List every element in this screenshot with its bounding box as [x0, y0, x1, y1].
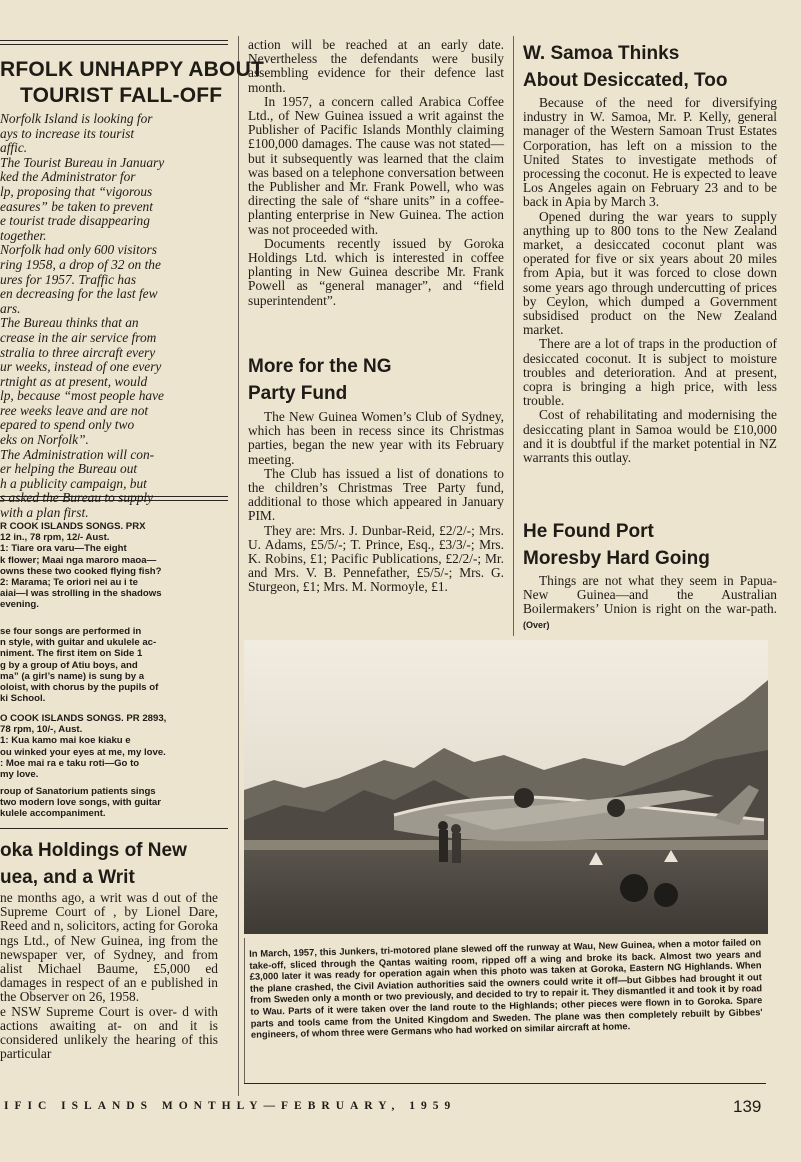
norfolk-intro-line: affic. — [0, 140, 28, 156]
page-number: 139 — [733, 1097, 762, 1116]
headline-samoa — [523, 40, 779, 94]
norfolk-intro-line: ays to increase its tourist — [0, 125, 135, 141]
samoa-paragraph-4: Cost of rehabilitating and modernising the desiccating plant in Samoa would be £10,000 and it is doubtful if the market potential in NZ warrants this outlay. — [523, 407, 777, 466]
party-fund-body — [248, 410, 504, 595]
junkers-plane-photo — [244, 640, 768, 934]
records-bottom-rule — [0, 828, 228, 829]
records-list-1-line: 2: Marama; Te oriori nei au i te — [0, 577, 138, 589]
norfolk-intro-line: The Tourist Bureau in January — [0, 154, 165, 170]
records-note-2-line: kulele accompaniment. — [0, 808, 106, 820]
headline-moresby-line2: Moresby Hard Going — [523, 548, 710, 569]
caption-border-left — [244, 938, 245, 1083]
norfolk-intro-line: stralia to three aircraft every — [0, 344, 156, 360]
norfolk-intro-line: epared to spend only two — [0, 417, 135, 433]
records-note-1-line: g by a group of Atiu boys, and — [0, 659, 138, 671]
records-note-1 — [0, 626, 228, 704]
magazine-footer — [0, 1100, 801, 1112]
photo-caption: In March, 1957, this Junkers, tri-motored plane slewed off the runway at Wau, New Guinea, when a motor failed on take-off, sliced through the Qantas waiting room, ripped off a wing and broke its back. Almost two years and £3,000 later it was ready for operation again when this photo was taken at Goroka, Eastern NG Highlands. When the plane crashed, the Civil Aviation authorities said the owners could write it off—but Gibbes had brought it out from Sweden only a month or two previously, and decided to try to repair it. They dismantled it and took it by road to Wau. Parts of it were taken over the land route to the Highlands; other pieces were flown in to Goroka. Spare parts and tools came from the United Kingdom and Sweden. The plane was then completely rebuilt by Gibbes' engineers, of whom three were Germans who had worked on similar aircraft at home. — [249, 936, 763, 1040]
records-note-2-line: roup of Sanatorium patients sings — [0, 786, 156, 797]
norfolk-intro-line: Norfolk had only 600 visitors — [0, 242, 157, 258]
norfolk-intro-line: ur weeks, instead of one every — [0, 359, 162, 375]
records-list-2-line: O COOK ISLANDS SONGS. PR 2893, — [0, 713, 167, 724]
samoa-body — [523, 96, 777, 465]
footer-title: IFIC ISLANDS MONTHLY—FEBRUARY, 1959 — [4, 1100, 457, 1112]
records-list-2-line: : Moe mai ra e taku roti—Go to — [0, 757, 140, 769]
column-divider-left — [238, 36, 239, 1096]
top-rule-left-2 — [0, 44, 228, 45]
records-list-2-line: my love. — [0, 769, 39, 781]
writ-continuation — [248, 38, 504, 308]
headline-party-fund-line1: More for the NG — [248, 356, 392, 377]
headline-norfolk-line1: RFOLK UNHAPPY ABOUT — [0, 58, 264, 81]
norfolk-intro-line: The Bureau thinks that an — [0, 315, 139, 331]
moresby-body — [523, 574, 777, 632]
top-rule-left — [0, 40, 228, 41]
records-note-2-line: two modern love songs, with guitar — [0, 797, 161, 809]
moresby-paragraph-1 — [523, 574, 777, 632]
records-list-1-line: 12 in., 78 rpm, 12/- Aust. — [0, 532, 110, 544]
norfolk-intro-line: together. — [0, 227, 47, 243]
norfolk-intro-line: ked the Administrator for — [0, 169, 136, 185]
records-list-1-line: k flower; Maai nga maroro maoa— — [0, 554, 157, 566]
headline-goroka-line2: uea, and a Writ — [0, 867, 135, 888]
norfolk-intro-line: lp, proposing that “vigorous — [0, 183, 153, 199]
samoa-paragraph-1: Because of the need for diversifying industry in W. Samoa, Mr. P. Kelly, general manager of the Western Samoan Trust Estates Corporation, has left on a mission to the United States to investigate methods of processing the coconut. He is expected to leave Los Angeles again on February 23 and to be back in Apia by March 3. — [523, 95, 777, 210]
records-note-1-line: oloist, with chorus by the pupils of — [0, 682, 159, 694]
headline-samoa-line1: W. Samoa Thinks — [523, 43, 680, 64]
norfolk-intro-line: ree weeks leave and are not — [0, 402, 149, 418]
norfolk-intro-line: h a publicity campaign, but — [0, 475, 147, 491]
norfolk-intro-line: en decreasing for the last few — [0, 286, 158, 302]
party-fund-paragraph-2: The Club has issued a list of donations to the children’s Christmas Tree Party fund, additional to those which appeared in January PIM. — [248, 465, 504, 524]
records-list-1-line: 1: Tiare ora varu—The eight — [0, 543, 127, 555]
goroka-paragraph-1: ne months ago, a writ was d out of the Supreme Court of , by Lionel Dare, Reed and n, solicitors, acting for Goroka ngs Ltd., of New Guinea, ing from the newspaper ver, of Sydney, and from alist Michael Baume, £5,000 ed damages in respect of an e published in the Observer on 26, 1958. — [0, 890, 218, 1005]
records-note-1-line: n style, with guitar and ukulele ac- — [0, 637, 157, 649]
party-fund-paragraph-3: They are: Mrs. J. Dunbar-Reid, £2/2/-; Mrs. U. Adams, £5/5/-; T. Prince, Esq., £3/3/-; Mrs. K. Robins, £1; Pacific Publications, £2/2/-; Mr. and Mrs. V. B. Pennefather, £5/5/-; Mrs. G. Sturgeon, £1; Mrs. M. Normoyle, £1. — [248, 522, 504, 595]
norfolk-intro-line: er helping the Bureau out — [0, 461, 138, 477]
norfolk-intro-line: ars. — [0, 300, 21, 316]
norfolk-intro-line: ures for 1957. Traffic has — [0, 271, 137, 287]
records-note-1-line: ki School. — [0, 693, 46, 705]
col2-paragraph-2: In 1957, a concern called Arabica Coffee Ltd., of New Guinea issued a writ against the Publisher of Pacific Islands Monthly claiming £100,000 damages. The cause was not stated—but it subsequently was learned that the claim was based on a telephone conversation between the Publisher and Mr. Frank Powell, who was directing the sale of “share units” in a coffee-planting enterprise in New Guinea. The action was not proceeded with. — [248, 93, 504, 237]
col2-paragraph-3: Documents recently issued by Goroka Holdings Ltd. which is interested in coffee planting in New Guinea describe Mr. Frank Powell as “general manager”, and “field superintendent”. — [248, 235, 504, 308]
moresby-text: Things are not what they seem in Papua-New Guinea—and the Australian Boilermakers’ Union is right on the war-path. — [523, 573, 777, 617]
headline-norfolk — [0, 57, 264, 109]
norfolk-intro-line: s asked the Bureau to supply — [0, 490, 154, 506]
column-divider-right — [513, 36, 514, 636]
party-fund-paragraph-1: The New Guinea Women’s Club of Sydney, which has been in recess since its Christmas parties, began the new year with its February meeting. — [248, 409, 504, 467]
col2-paragraph-1: action will be reached at an early date. Nevertheless the defendants were busily assembling evidence for their defence last month. — [248, 37, 504, 95]
headline-party-fund — [248, 353, 504, 407]
norfolk-intro-line: Norfolk Island is looking for — [0, 112, 153, 126]
records-list-1-line: evening. — [0, 599, 39, 611]
headline-goroka — [0, 837, 232, 891]
records-note-1-line: ma” (a girl’s name) is sung by a — [0, 670, 145, 682]
norfolk-intro-line: rtnight as at present, would — [0, 373, 148, 389]
records-list-1-line: R COOK ISLANDS SONGS. PRX — [0, 521, 146, 532]
samoa-paragraph-3: There are a lot of traps in the production of desiccated coconut. It is subject to moisture troubles and deterioration. And at present, copra is bringing a high price, with less trouble. — [523, 336, 777, 409]
headline-goroka-line1: oka Holdings of New — [0, 840, 187, 861]
goroka-body — [0, 891, 218, 1061]
records-list-1-line: owns these two cooked flying fish? — [0, 565, 162, 577]
norfolk-intro-line: The Administration will con- — [0, 446, 155, 462]
headline-party-fund-line2: Party Fund — [248, 383, 348, 404]
records-note-1-line: niment. The first item on Side 1 — [0, 648, 143, 660]
headline-moresby — [523, 518, 779, 572]
norfolk-intro-line: crease in the air service from — [0, 329, 157, 345]
norfolk-intro-line: ring 1958, a drop of 32 on the — [0, 256, 161, 272]
norfolk-intro-line: e tourist trade disappearing — [0, 213, 150, 229]
samoa-paragraph-2: Opened during the war years to supply anything up to 800 tons to the New Zealand market, a desiccated coconut plant was operated for five or six years about 20 miles from Apia, but it was forced to close down some years ago through undercutting of prices by Ceylon, which dumped a Government subsidised product on the New Zealand market. — [523, 208, 777, 338]
headline-moresby-line1: He Found Port — [523, 521, 654, 542]
norfolk-intro-line: eks on Norfolk”. — [0, 432, 89, 448]
norfolk-intro-line: easures” be taken to prevent — [0, 198, 153, 214]
records-list-2-line: 78 rpm, 10/-, Aust. — [0, 724, 83, 736]
records-list-2-line: 1: Kua kamo mai koe kiaku e — [0, 735, 131, 747]
headline-norfolk-line2: TOURIST FALL-OFF — [20, 84, 223, 107]
headline-samoa-line2: About Desiccated, Too — [523, 70, 728, 91]
records-list-1-line: aiai—I was strolling in the shadows — [0, 588, 162, 600]
norfolk-intro-line: with a plan first. — [0, 505, 89, 521]
records-list-1 — [0, 521, 228, 611]
norfolk-intro-line: lp, because “most people have — [0, 388, 164, 404]
goroka-paragraph-2: e NSW Supreme Court is over- d with actions awaiting at- on and it is considered unlikely the hearing of this particular — [0, 1003, 218, 1062]
norfolk-intro — [0, 112, 232, 521]
caption-border-bottom — [244, 1083, 766, 1084]
records-list-2 — [0, 713, 228, 780]
records-list-2-line: ou winked your eyes at me, my love. — [0, 746, 166, 758]
records-note-1-line: se four songs are performed in — [0, 626, 142, 637]
records-note-2 — [0, 786, 228, 820]
over-marker: (Over) — [523, 619, 550, 630]
